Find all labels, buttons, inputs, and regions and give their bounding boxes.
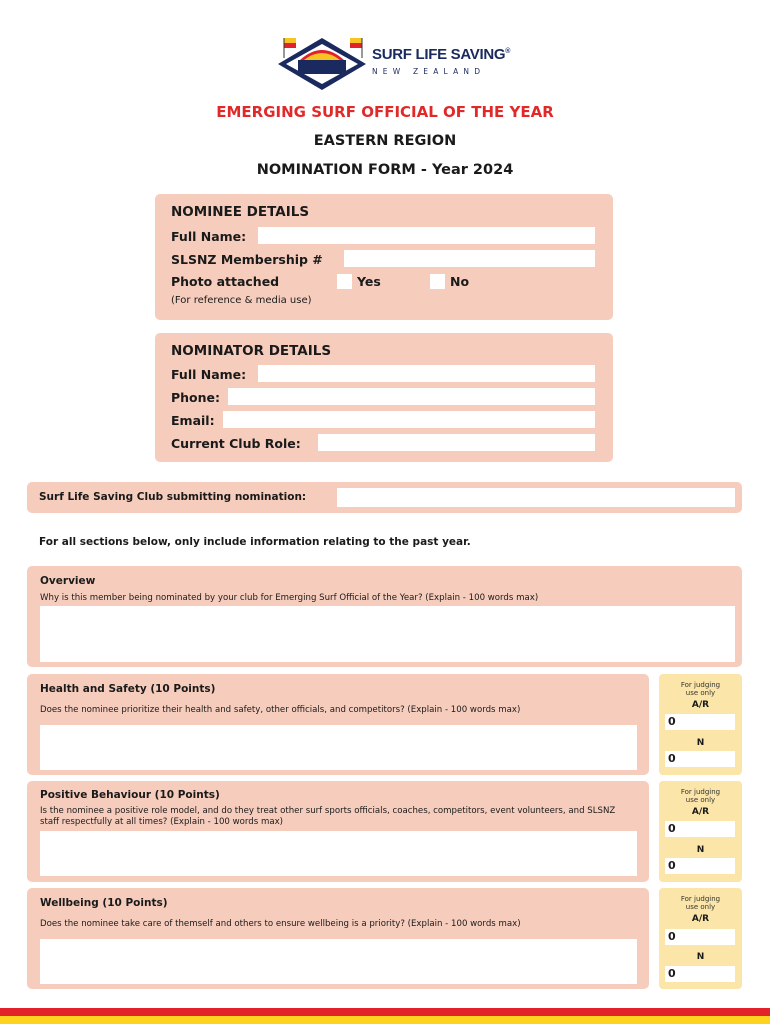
- overview-answer[interactable]: [40, 606, 735, 662]
- photo-no-label: No: [450, 274, 470, 289]
- nominee-heading: NOMINEE DETAILS: [171, 204, 310, 220]
- photo-attached-label: Photo attached: [171, 274, 280, 289]
- email-label: Email:: [171, 413, 215, 428]
- club-input[interactable]: [337, 488, 735, 507]
- nominee-full-name-input[interactable]: [258, 227, 595, 244]
- form-title: NOMINATION FORM - Year 2024: [256, 162, 514, 178]
- wellbeing-judging-heading: For judging use only: [680, 895, 721, 911]
- wellbeing-answer[interactable]: [40, 939, 637, 984]
- photo-yes-checkbox[interactable]: [337, 274, 352, 289]
- wellbeing-title: Wellbeing (10 Points): [40, 897, 168, 909]
- email-input[interactable]: [223, 411, 595, 428]
- award-title: EMERGING SURF OFFICIAL OF THE YEAR: [216, 103, 554, 121]
- instructions: For all sections below, only include information relating to the past year.: [39, 536, 471, 548]
- photo-no-checkbox[interactable]: [430, 274, 445, 289]
- behaviour-n-score[interactable]: 0: [665, 858, 735, 874]
- wellbeing-n-label: N: [696, 952, 705, 962]
- logo-name: SURF LIFE SAVING: [372, 46, 506, 63]
- behaviour-ar-label: A/R: [691, 807, 710, 817]
- health-ar-score[interactable]: 0: [665, 714, 735, 730]
- health-answer[interactable]: [40, 725, 637, 770]
- phone-input[interactable]: [228, 388, 595, 405]
- health-n-score[interactable]: 0: [665, 751, 735, 767]
- behaviour-answer[interactable]: [40, 831, 637, 876]
- behaviour-question: Is the nominee a positive role model, and do they treat other surf sports officials, coaches, competitors, event volunteers, and SLSNZ staff respectfully at all times? (Explain - 100 words max): [40, 806, 616, 827]
- nominator-full-name-label: Full Name:: [171, 367, 247, 382]
- logo-subtitle: NEW ZEALAND: [372, 67, 486, 76]
- membership-input[interactable]: [344, 250, 595, 267]
- logo-registered: ®: [505, 48, 511, 55]
- wellbeing-ar-score[interactable]: 0: [665, 929, 735, 945]
- photo-note: (For reference & media use): [171, 295, 312, 306]
- wellbeing-ar-label: A/R: [691, 914, 710, 924]
- nominator-heading: NOMINATOR DETAILS: [171, 343, 332, 359]
- nominator-full-name-input[interactable]: [258, 365, 595, 382]
- region-title: EASTERN REGION: [313, 133, 457, 149]
- slsnz-emblem-icon: [276, 36, 368, 90]
- footer-stripe-yellow: [0, 1016, 770, 1024]
- health-question: Does the nominee prioritize their health and safety, other officials, and competitors? (Explain - 100 words max): [40, 705, 521, 715]
- overview-title: Overview: [40, 575, 96, 587]
- club-role-input[interactable]: [318, 434, 595, 451]
- wellbeing-question: Does the nominee take care of themself and others to ensure wellbeing is a priority? (Explain - 100 words max): [40, 919, 521, 929]
- health-ar-label: A/R: [691, 700, 710, 710]
- club-role-label: Current Club Role:: [171, 436, 301, 451]
- overview-question: Why is this member being nominated by your club for Emerging Surf Official of the Year? (Explain - 100 words max): [40, 593, 539, 603]
- footer-stripe-red: [0, 1008, 770, 1016]
- club-label: Surf Life Saving Club submitting nomination:: [39, 491, 307, 503]
- behaviour-title: Positive Behaviour (10 Points): [40, 789, 220, 801]
- slsnz-logo: [276, 36, 511, 90]
- behaviour-n-label: N: [696, 845, 705, 855]
- phone-label: Phone:: [171, 390, 221, 405]
- health-judging-heading: For judging use only: [680, 681, 721, 697]
- health-title: Health and Safety (10 Points): [40, 683, 216, 695]
- health-n-label: N: [696, 738, 705, 748]
- wellbeing-n-score[interactable]: 0: [665, 966, 735, 982]
- nominee-full-name-label: Full Name:: [171, 229, 247, 244]
- membership-label: SLSNZ Membership #: [171, 252, 323, 267]
- photo-yes-label: Yes: [357, 274, 381, 289]
- behaviour-judging-heading: For judging use only: [680, 788, 721, 804]
- behaviour-ar-score[interactable]: 0: [665, 821, 735, 837]
